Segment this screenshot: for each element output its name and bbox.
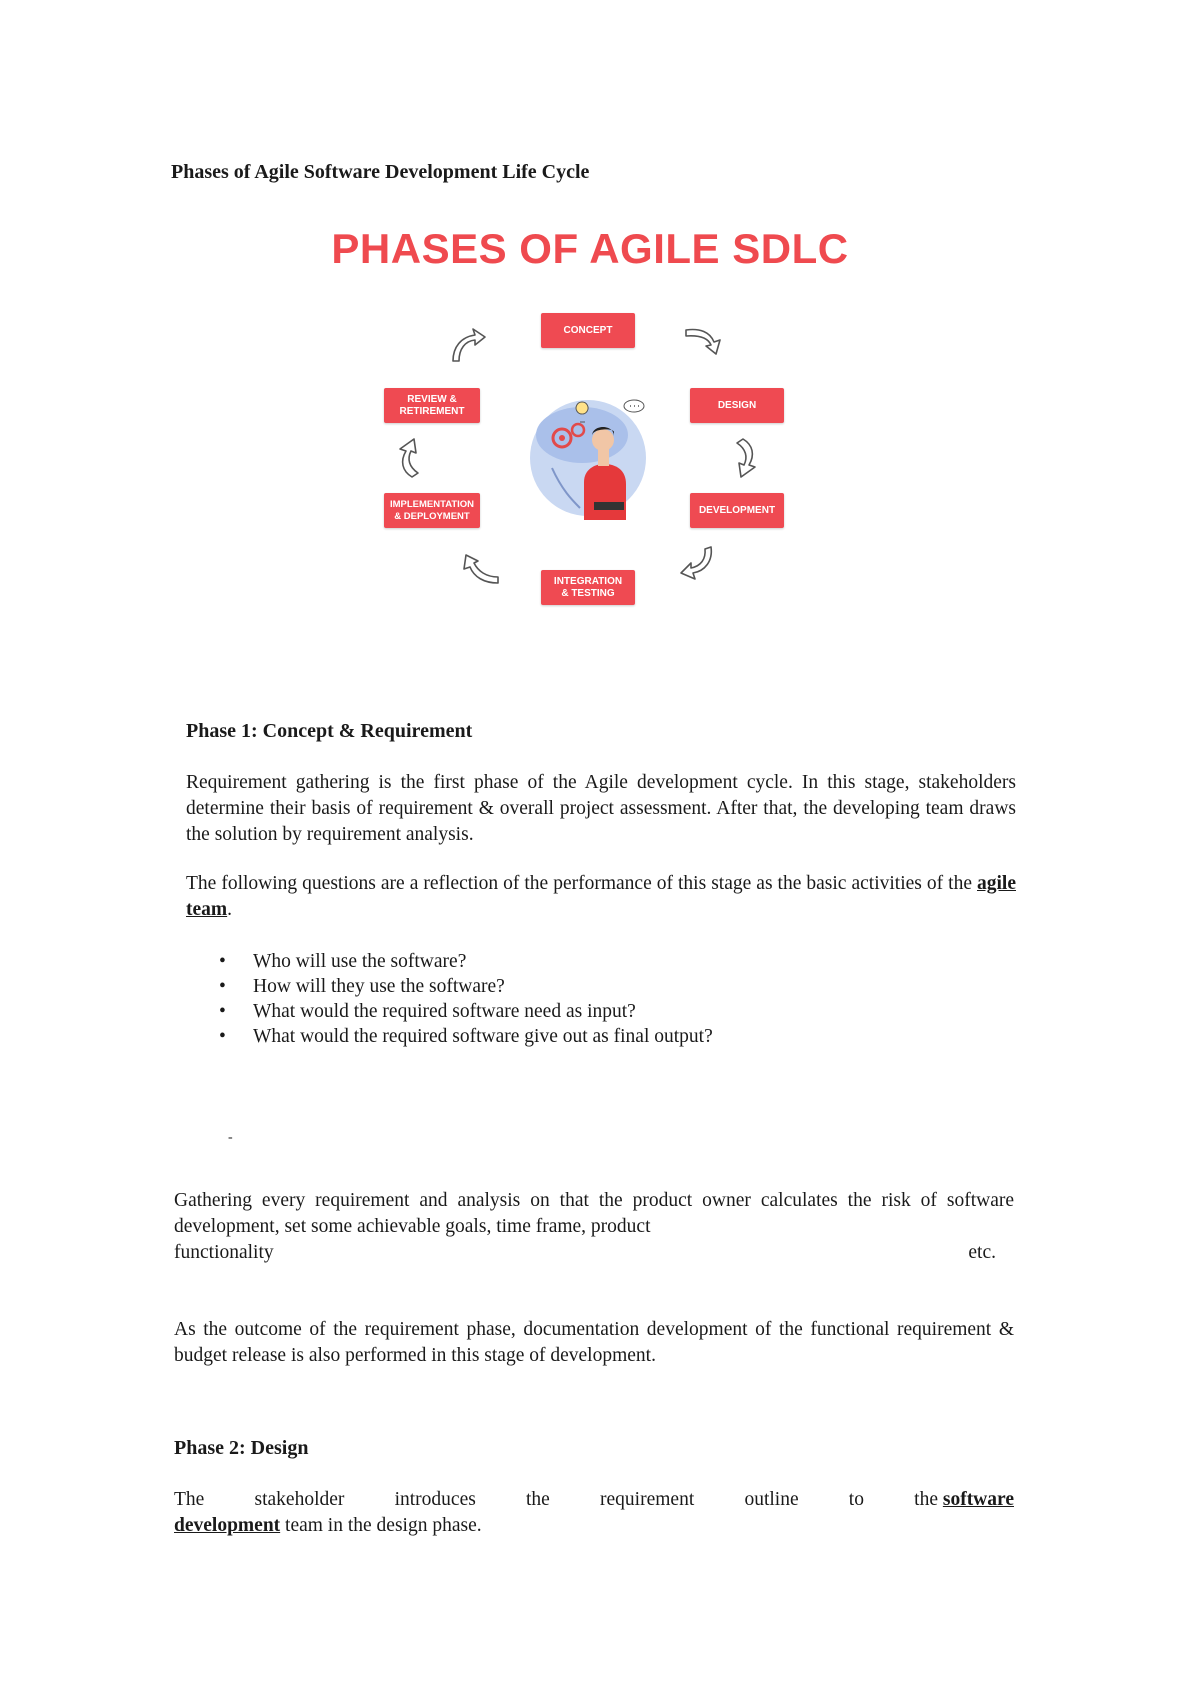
phase-box-integration xyxy=(541,570,635,605)
agile-team-link[interactable]: agile team xyxy=(186,873,1016,920)
developer-thinking-illustration xyxy=(522,390,657,525)
phase2-heading: Phase 2: Design xyxy=(174,1437,309,1459)
phase-label-implementation-line1: IMPLEMENTATION xyxy=(389,498,475,510)
cycle-arrow-icon xyxy=(675,543,719,587)
stray-mark: - xyxy=(228,1130,233,1145)
phase-label-review-line2: RETIREMENT xyxy=(399,405,465,417)
phase1-paragraph-4: As the outcome of the requirement phase, documentation development of the functional requirement & budget release is also performed in this stage of development. xyxy=(174,1319,1014,1366)
agile-sdlc-figure xyxy=(330,225,870,625)
cycle-arrow-icon xyxy=(445,323,489,367)
phase1-paragraph-3 xyxy=(174,1188,1014,1266)
cycle-arrow-icon xyxy=(682,320,726,364)
phase-label-development: DEVELOPMENT xyxy=(698,504,776,516)
phase-label-integration-line2: & TESTING xyxy=(561,587,615,599)
word: to xyxy=(848,1489,864,1510)
phase2-paragraph-1 xyxy=(174,1487,1014,1539)
phase-box-concept xyxy=(541,313,635,348)
phase-label-review-line1: REVIEW & xyxy=(407,393,457,405)
word: the xyxy=(526,1489,550,1510)
list-item: • How will they use the software? xyxy=(215,974,713,999)
phase1-paragraph-2-text: The following questions are a reflection of the performance of this stage as the basic activities of the xyxy=(186,873,977,894)
phase2-paragraph-1-line1 xyxy=(174,1487,1014,1513)
cycle-arrow-icon xyxy=(458,545,502,589)
word: introduces xyxy=(394,1489,476,1510)
list-item: • What would the required software need as input? xyxy=(215,999,713,1024)
phase-box-review xyxy=(384,388,480,423)
document-title: Phases of Agile Software Development Life Cycle xyxy=(171,161,590,183)
phase1-paragraph-2 xyxy=(186,871,1016,923)
list-item: • What would the required software give out as final output? xyxy=(215,1024,713,1049)
word: The xyxy=(174,1489,205,1510)
phase-box-implementation xyxy=(384,493,480,528)
requirement-questions-list xyxy=(215,949,713,1049)
software-development-link-part1[interactable]: software xyxy=(942,1489,1014,1510)
phase-box-development xyxy=(690,493,784,528)
figure-title: PHASES OF AGILE SDLC xyxy=(331,225,849,272)
list-item: • Who will use the software? xyxy=(215,949,713,974)
phase2-paragraph-1-rest: team in the design phase. xyxy=(280,1515,482,1536)
word: the xyxy=(914,1489,938,1510)
phase-box-design xyxy=(690,388,784,423)
phase1-paragraph-1: Requirement gathering is the first phase of the Agile development cycle. In this stage, stakeholders determine their basis of requirement & overall project assessment. After that, the developing team draws the solution by requirement analysis. xyxy=(186,772,1016,845)
phase1-paragraph-3-main: Gathering every requirement and analysis on that the product owner calculates the risk of software development, set some achievable goals, time frame, product xyxy=(174,1190,1014,1237)
phase1-heading: Phase 1: Concept & Requirement xyxy=(186,720,473,742)
phase1-paragraph-2-end: . xyxy=(227,899,233,920)
phase-label-concept: CONCEPT xyxy=(563,324,613,336)
word: requirement xyxy=(600,1489,695,1510)
software-development-link-part2[interactable]: development xyxy=(174,1515,281,1536)
cycle-arrow-icon xyxy=(390,437,434,481)
word: stakeholder xyxy=(254,1489,345,1510)
phase-label-design: DESIGN xyxy=(717,399,757,411)
cycle-arrow-icon xyxy=(725,437,769,481)
phase-label-integration-line1: INTEGRATION xyxy=(553,575,623,587)
phase-label-implementation-line2: & DEPLOYMENT xyxy=(394,510,470,522)
word: outline xyxy=(744,1489,799,1510)
phase1-paragraph-3-last-right: etc. xyxy=(968,1242,996,1263)
phase1-paragraph-3-last-left: functionality xyxy=(174,1242,274,1263)
